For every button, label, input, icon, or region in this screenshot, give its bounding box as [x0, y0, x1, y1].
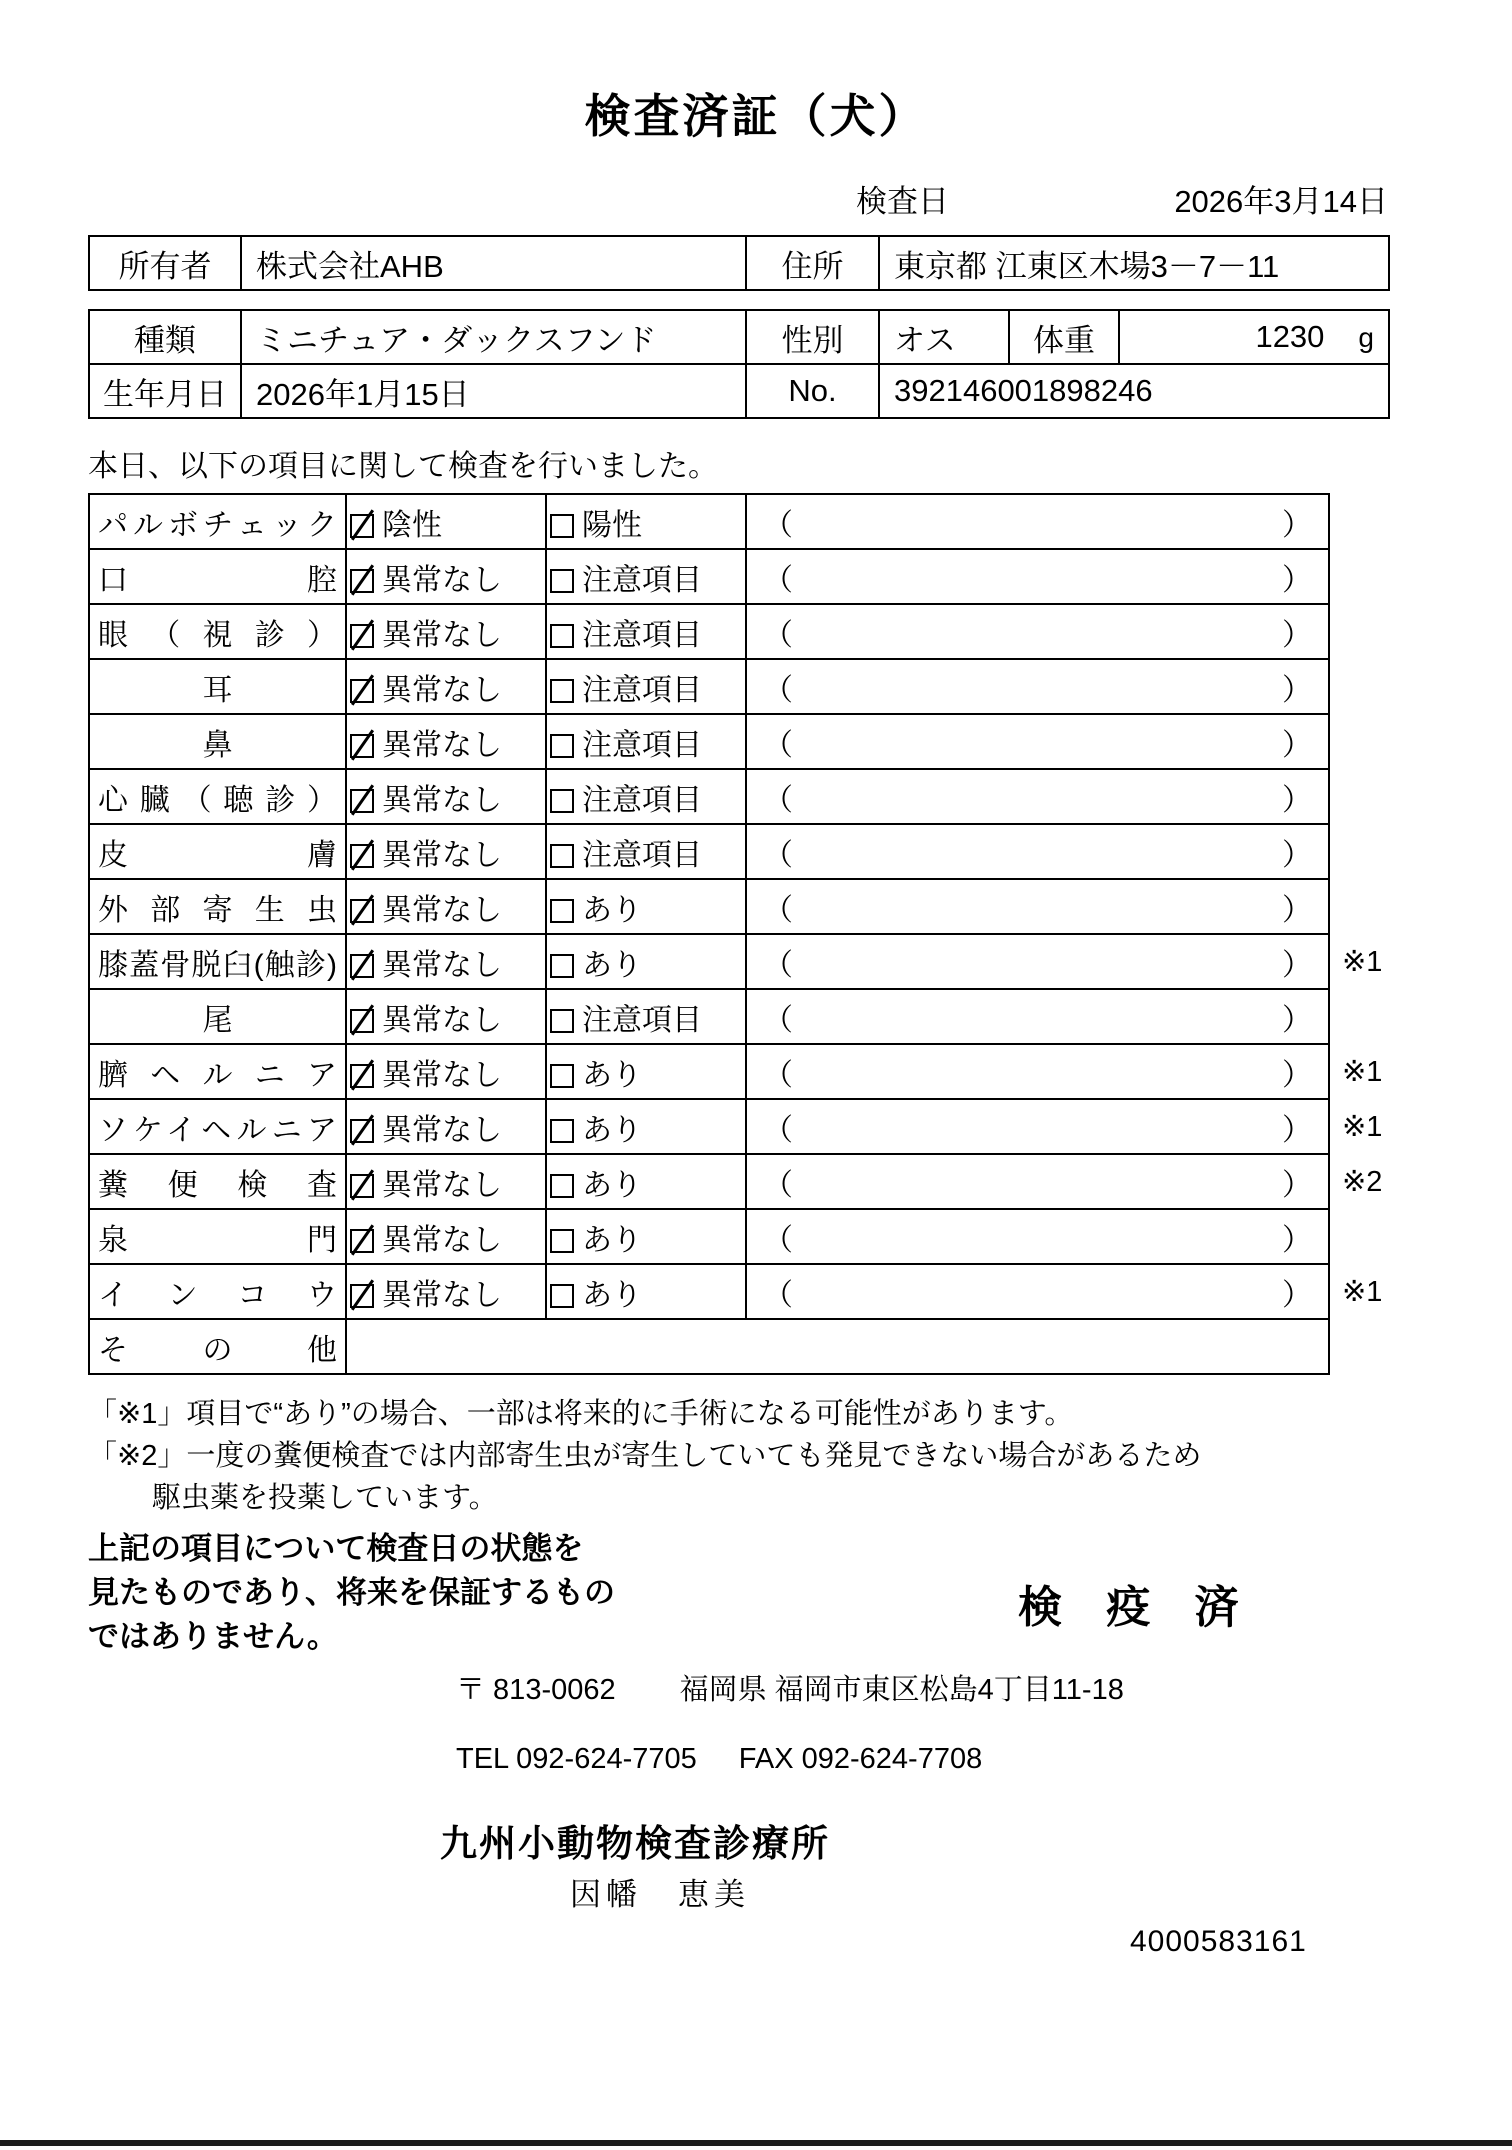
- opt1-checkbox: [350, 1064, 374, 1088]
- inspection-row: [89, 604, 1399, 659]
- opt2-checkbox: [550, 1064, 574, 1088]
- paren-close: ）: [1282, 838, 1312, 872]
- inspection-item-name: ソケイヘルニア: [89, 1099, 346, 1154]
- clinic-fax: FAX 092-624-7708: [738, 1743, 983, 1775]
- opt2-cell: [546, 1154, 746, 1209]
- remarks-field: [746, 549, 1329, 604]
- opt2-cell: [546, 1044, 746, 1099]
- inspection-item-name: 糞便検査: [89, 1154, 346, 1209]
- opt2-checkbox: [550, 734, 574, 758]
- disclaimer-line-3: ではありません。: [88, 1619, 338, 1654]
- paren-open: （: [763, 508, 793, 542]
- opt1-checkbox: [350, 1119, 374, 1143]
- opt1-label: 異常なし: [382, 838, 502, 872]
- footnote-1: 「※1」項目で“あり”の場合、一部は将来的に手術になる可能性があります。: [88, 1398, 1074, 1430]
- remarks-field: [746, 1264, 1329, 1319]
- opt2-label: あり: [582, 1168, 642, 1202]
- opt1-label: 異常なし: [382, 1278, 502, 1312]
- opt1-cell: [346, 714, 546, 769]
- opt1-checkbox: [350, 954, 374, 978]
- opt2-checkbox: [550, 1284, 574, 1308]
- opt2-cell: [546, 1209, 746, 1264]
- footnote-mark: [1329, 769, 1399, 824]
- opt2-checkbox: [550, 954, 574, 978]
- opt1-cell: [346, 989, 546, 1044]
- paren-open: （: [763, 1168, 793, 1202]
- footnote-mark: [1329, 659, 1399, 714]
- footnote-mark: ※1: [1342, 1276, 1383, 1308]
- paren-close: ）: [1282, 1223, 1312, 1257]
- inspection-item-name: 耳: [89, 659, 346, 714]
- opt2-label: 注意項目: [582, 618, 702, 652]
- weight-unit: g: [1358, 322, 1374, 353]
- scan-edge-artifact: [0, 2140, 1512, 2146]
- remarks-field: [746, 824, 1329, 879]
- paren-close: ）: [1282, 1278, 1312, 1312]
- remarks-field: [746, 989, 1329, 1044]
- weight-number: 1230: [1255, 319, 1325, 354]
- inspection-row: [89, 714, 1399, 769]
- remarks-field: [746, 769, 1329, 824]
- inspection-row: [89, 1264, 1399, 1319]
- remarks-field: [746, 659, 1329, 714]
- paren-close: ）: [1282, 783, 1312, 817]
- paren-close: ）: [1282, 1058, 1312, 1092]
- inspection-row: [89, 659, 1399, 714]
- birth-row: [89, 364, 1389, 418]
- paren-open: （: [763, 673, 793, 707]
- opt2-label: 陽性: [582, 508, 642, 542]
- footnote-mark: [1329, 1209, 1399, 1264]
- inspection-row: [89, 494, 1399, 549]
- opt1-checkbox: [350, 1009, 374, 1033]
- opt2-checkbox: [550, 899, 574, 923]
- disclaimer-line-2: 見たものであり、将来を保証するもの: [88, 1575, 615, 1610]
- footnote-mark: [1329, 494, 1399, 549]
- clinic-address-line: [456, 1667, 1124, 1708]
- serial-number: 4000583161: [1130, 1925, 1307, 1958]
- inspection-row: [89, 1044, 1399, 1099]
- clinic-name: 九州小動物検査診療所: [440, 1823, 830, 1864]
- opt2-checkbox: [550, 844, 574, 868]
- remarks-field: [746, 1154, 1329, 1209]
- inspection-row: [89, 1099, 1399, 1154]
- inspection-row: [89, 824, 1399, 879]
- opt1-label: 異常なし: [382, 1168, 502, 1202]
- inspection-row: [89, 879, 1399, 934]
- opt2-cell: [546, 494, 746, 549]
- opt1-checkbox: [350, 1229, 374, 1253]
- owner-table: [88, 235, 1390, 291]
- paren-close: ）: [1282, 618, 1312, 652]
- opt2-label: 注意項目: [582, 838, 702, 872]
- remarks-field: [746, 604, 1329, 659]
- opt2-cell: [546, 824, 746, 879]
- inspection-row: [89, 934, 1399, 989]
- inspection-item-name: その他: [89, 1319, 346, 1374]
- opt1-cell: [346, 494, 546, 549]
- footnote-mark: [1329, 824, 1399, 879]
- inspection-item-name: 臍ヘルニア: [89, 1044, 346, 1099]
- footnote-mark: ※1: [1342, 1111, 1383, 1143]
- paren-close: ）: [1282, 673, 1312, 707]
- opt1-label: 異常なし: [382, 673, 502, 707]
- paren-open: （: [763, 618, 793, 652]
- remarks-field: [746, 1099, 1329, 1154]
- examiner-name: 因幡 恵美: [570, 1877, 750, 1912]
- footnote-mark: [1329, 879, 1399, 934]
- paren-open: （: [763, 563, 793, 597]
- opt2-cell: [546, 604, 746, 659]
- footnote-mark: ※2: [1342, 1166, 1383, 1198]
- opt1-label: 異常なし: [382, 893, 502, 927]
- inspection-item-name: 尾: [89, 989, 346, 1044]
- paren-open: （: [763, 1278, 793, 1312]
- inspection-item-name: パルボチェック: [89, 494, 346, 549]
- intro-text: 本日、以下の項目に関して検査を行いました。: [88, 450, 718, 483]
- quarantine-stamp: 検 疫 済: [1018, 1583, 1255, 1632]
- opt1-cell: [346, 934, 546, 989]
- opt2-cell: [546, 714, 746, 769]
- opt1-cell: [346, 879, 546, 934]
- opt1-cell: [346, 769, 546, 824]
- remarks-field: [746, 1209, 1329, 1264]
- opt2-label: 注意項目: [582, 1003, 702, 1037]
- disclaimer-statement: [88, 1527, 615, 1659]
- paren-open: （: [763, 783, 793, 817]
- opt2-label: 注意項目: [582, 673, 702, 707]
- inspection-item-name: インコウ: [89, 1264, 346, 1319]
- owner-label: 所有者: [89, 236, 241, 290]
- inspection-item-name: 泉門: [89, 1209, 346, 1264]
- owner-row: [89, 236, 1389, 290]
- opt2-cell: [546, 549, 746, 604]
- paren-close: ）: [1282, 1113, 1312, 1147]
- opt1-cell: [346, 824, 546, 879]
- opt1-label: 異常なし: [382, 1003, 502, 1037]
- remarks-field: [746, 879, 1329, 934]
- opt1-cell: [346, 1264, 546, 1319]
- opt1-label: 異常なし: [382, 618, 502, 652]
- opt1-label: 異常なし: [382, 948, 502, 982]
- opt2-checkbox: [550, 1174, 574, 1198]
- footnote-2: 「※2」一度の糞便検査では内部寄生虫が寄生していても発見できない場合があるため: [88, 1440, 1202, 1472]
- footnote-mark: [1329, 1319, 1399, 1374]
- paren-open: （: [763, 1223, 793, 1257]
- opt1-checkbox: [350, 899, 374, 923]
- opt1-checkbox: [350, 679, 374, 703]
- clinic-tel: TEL 092-624-7705: [456, 1743, 697, 1775]
- opt1-checkbox: [350, 734, 374, 758]
- clinic-contact-line: [456, 1743, 982, 1776]
- remarks-field: [746, 494, 1329, 549]
- remarks-field: [746, 1044, 1329, 1099]
- opt2-checkbox: [550, 1009, 574, 1033]
- animal-info-table: [88, 309, 1390, 419]
- opt2-label: 注意項目: [582, 728, 702, 762]
- inspection-table: [88, 493, 1400, 1375]
- paren-open: （: [763, 1058, 793, 1092]
- breed-value: ミニチュア・ダックスフンド: [241, 310, 746, 364]
- remarks-field: [746, 714, 1329, 769]
- paren-open: （: [763, 893, 793, 927]
- paren-close: ）: [1282, 728, 1312, 762]
- opt2-checkbox: [550, 569, 574, 593]
- inspection-item-name: 心臓（聴診）: [89, 769, 346, 824]
- opt2-cell: [546, 769, 746, 824]
- inspection-item-name: 鼻: [89, 714, 346, 769]
- inspection-row: [89, 1209, 1399, 1264]
- inspection-date-label: 検査日: [856, 184, 949, 219]
- document-title: 検査済証（犬）: [584, 90, 928, 142]
- opt2-checkbox: [550, 1229, 574, 1253]
- opt1-checkbox: [350, 514, 374, 538]
- inspection-item-name: 皮膚: [89, 824, 346, 879]
- birth-label: 生年月日: [89, 364, 241, 418]
- paren-open: （: [763, 1003, 793, 1037]
- clinic-address: 福岡県 福岡市東区松島4丁目11-18: [679, 1674, 1124, 1706]
- breed-row: [89, 310, 1389, 364]
- paren-open: （: [763, 948, 793, 982]
- paren-close: ）: [1282, 893, 1312, 927]
- footnote-mark: [1329, 604, 1399, 659]
- opt1-label: 異常なし: [382, 1058, 502, 1092]
- opt2-checkbox: [550, 1119, 574, 1143]
- opt1-label: 異常なし: [382, 783, 502, 817]
- opt2-label: あり: [582, 1113, 642, 1147]
- disclaimer-line-1: 上記の項目について検査日の状態を: [88, 1531, 584, 1566]
- opt1-cell: [346, 1154, 546, 1209]
- opt2-label: あり: [582, 1278, 642, 1312]
- opt2-cell: [546, 934, 746, 989]
- opt1-checkbox: [350, 789, 374, 813]
- no-value: 392146001898246: [879, 364, 1389, 418]
- opt2-label: あり: [582, 948, 642, 982]
- paren-close: ）: [1282, 1168, 1312, 1202]
- opt1-label: 陰性: [382, 508, 442, 542]
- inspection-item-name: 外部寄生虫: [89, 879, 346, 934]
- inspection-row: [89, 769, 1399, 824]
- paren-open: （: [763, 838, 793, 872]
- opt1-cell: [346, 1044, 546, 1099]
- opt1-cell: [346, 549, 546, 604]
- sex-label: 性別: [746, 310, 879, 364]
- remarks-field: [746, 934, 1329, 989]
- opt1-checkbox: [350, 1174, 374, 1198]
- inspection-row: [89, 989, 1399, 1044]
- weight-label: 体重: [1009, 310, 1119, 364]
- footnote-mark: [1329, 549, 1399, 604]
- footnote-2-continued: 駆虫薬を投薬しています。: [152, 1482, 498, 1514]
- opt2-label: あり: [582, 893, 642, 927]
- opt1-cell: [346, 1209, 546, 1264]
- birth-value: 2026年1月15日: [241, 364, 746, 418]
- paren-close: ）: [1282, 948, 1312, 982]
- opt2-checkbox: [550, 624, 574, 648]
- opt2-cell: [546, 1264, 746, 1319]
- inspection-item-name: 膝蓋骨脱臼(触診): [89, 934, 346, 989]
- footnote-mark: [1329, 989, 1399, 1044]
- paren-open: （: [763, 728, 793, 762]
- opt2-checkbox: [550, 789, 574, 813]
- opt2-label: 注意項目: [582, 563, 702, 597]
- opt1-label: 異常なし: [382, 1223, 502, 1257]
- paren-open: （: [763, 1113, 793, 1147]
- opt1-label: 異常なし: [382, 1113, 502, 1147]
- inspection-date-row: [88, 176, 1388, 221]
- inspection-row: [89, 549, 1399, 604]
- opt2-label: あり: [582, 1058, 642, 1092]
- opt1-cell: [346, 659, 546, 714]
- inspection-empty-cell: [346, 1319, 1329, 1374]
- opt2-cell: [546, 989, 746, 1044]
- weight-value: [1119, 310, 1389, 364]
- inspection-row: [89, 1319, 1399, 1374]
- address-value: 東京都 江東区木場3－7－11: [879, 236, 1389, 290]
- footnote-mark: ※1: [1342, 1056, 1383, 1088]
- footnote-mark: [1329, 714, 1399, 769]
- postal-code: 〒 813-0062: [456, 1674, 616, 1706]
- opt1-cell: [346, 604, 546, 659]
- inspection-row: [89, 1154, 1399, 1209]
- footnote-mark: ※1: [1342, 946, 1383, 978]
- paren-close: ）: [1282, 563, 1312, 597]
- opt1-cell: [346, 1099, 546, 1154]
- address-label: 住所: [746, 236, 879, 290]
- opt2-cell: [546, 659, 746, 714]
- opt2-cell: [546, 1099, 746, 1154]
- owner-value: 株式会社AHB: [241, 236, 746, 290]
- opt2-label: 注意項目: [582, 783, 702, 817]
- inspection-date-value: 2026年3月14日: [1174, 184, 1388, 219]
- opt2-checkbox: [550, 514, 574, 538]
- opt1-label: 異常なし: [382, 563, 502, 597]
- inspection-item-name: 眼（視診）: [89, 604, 346, 659]
- opt1-label: 異常なし: [382, 728, 502, 762]
- sex-value: オス: [879, 310, 1009, 364]
- inspection-item-name: 口腔: [89, 549, 346, 604]
- breed-label: 種類: [89, 310, 241, 364]
- opt2-label: あり: [582, 1223, 642, 1257]
- footer: [88, 1375, 1448, 2075]
- no-label: No.: [746, 364, 879, 418]
- opt2-checkbox: [550, 679, 574, 703]
- opt1-checkbox: [350, 844, 374, 868]
- opt1-checkbox: [350, 1284, 374, 1308]
- opt1-checkbox: [350, 624, 374, 648]
- paren-close: ）: [1282, 508, 1312, 542]
- paren-close: ）: [1282, 1003, 1312, 1037]
- opt2-cell: [546, 879, 746, 934]
- opt1-checkbox: [350, 569, 374, 593]
